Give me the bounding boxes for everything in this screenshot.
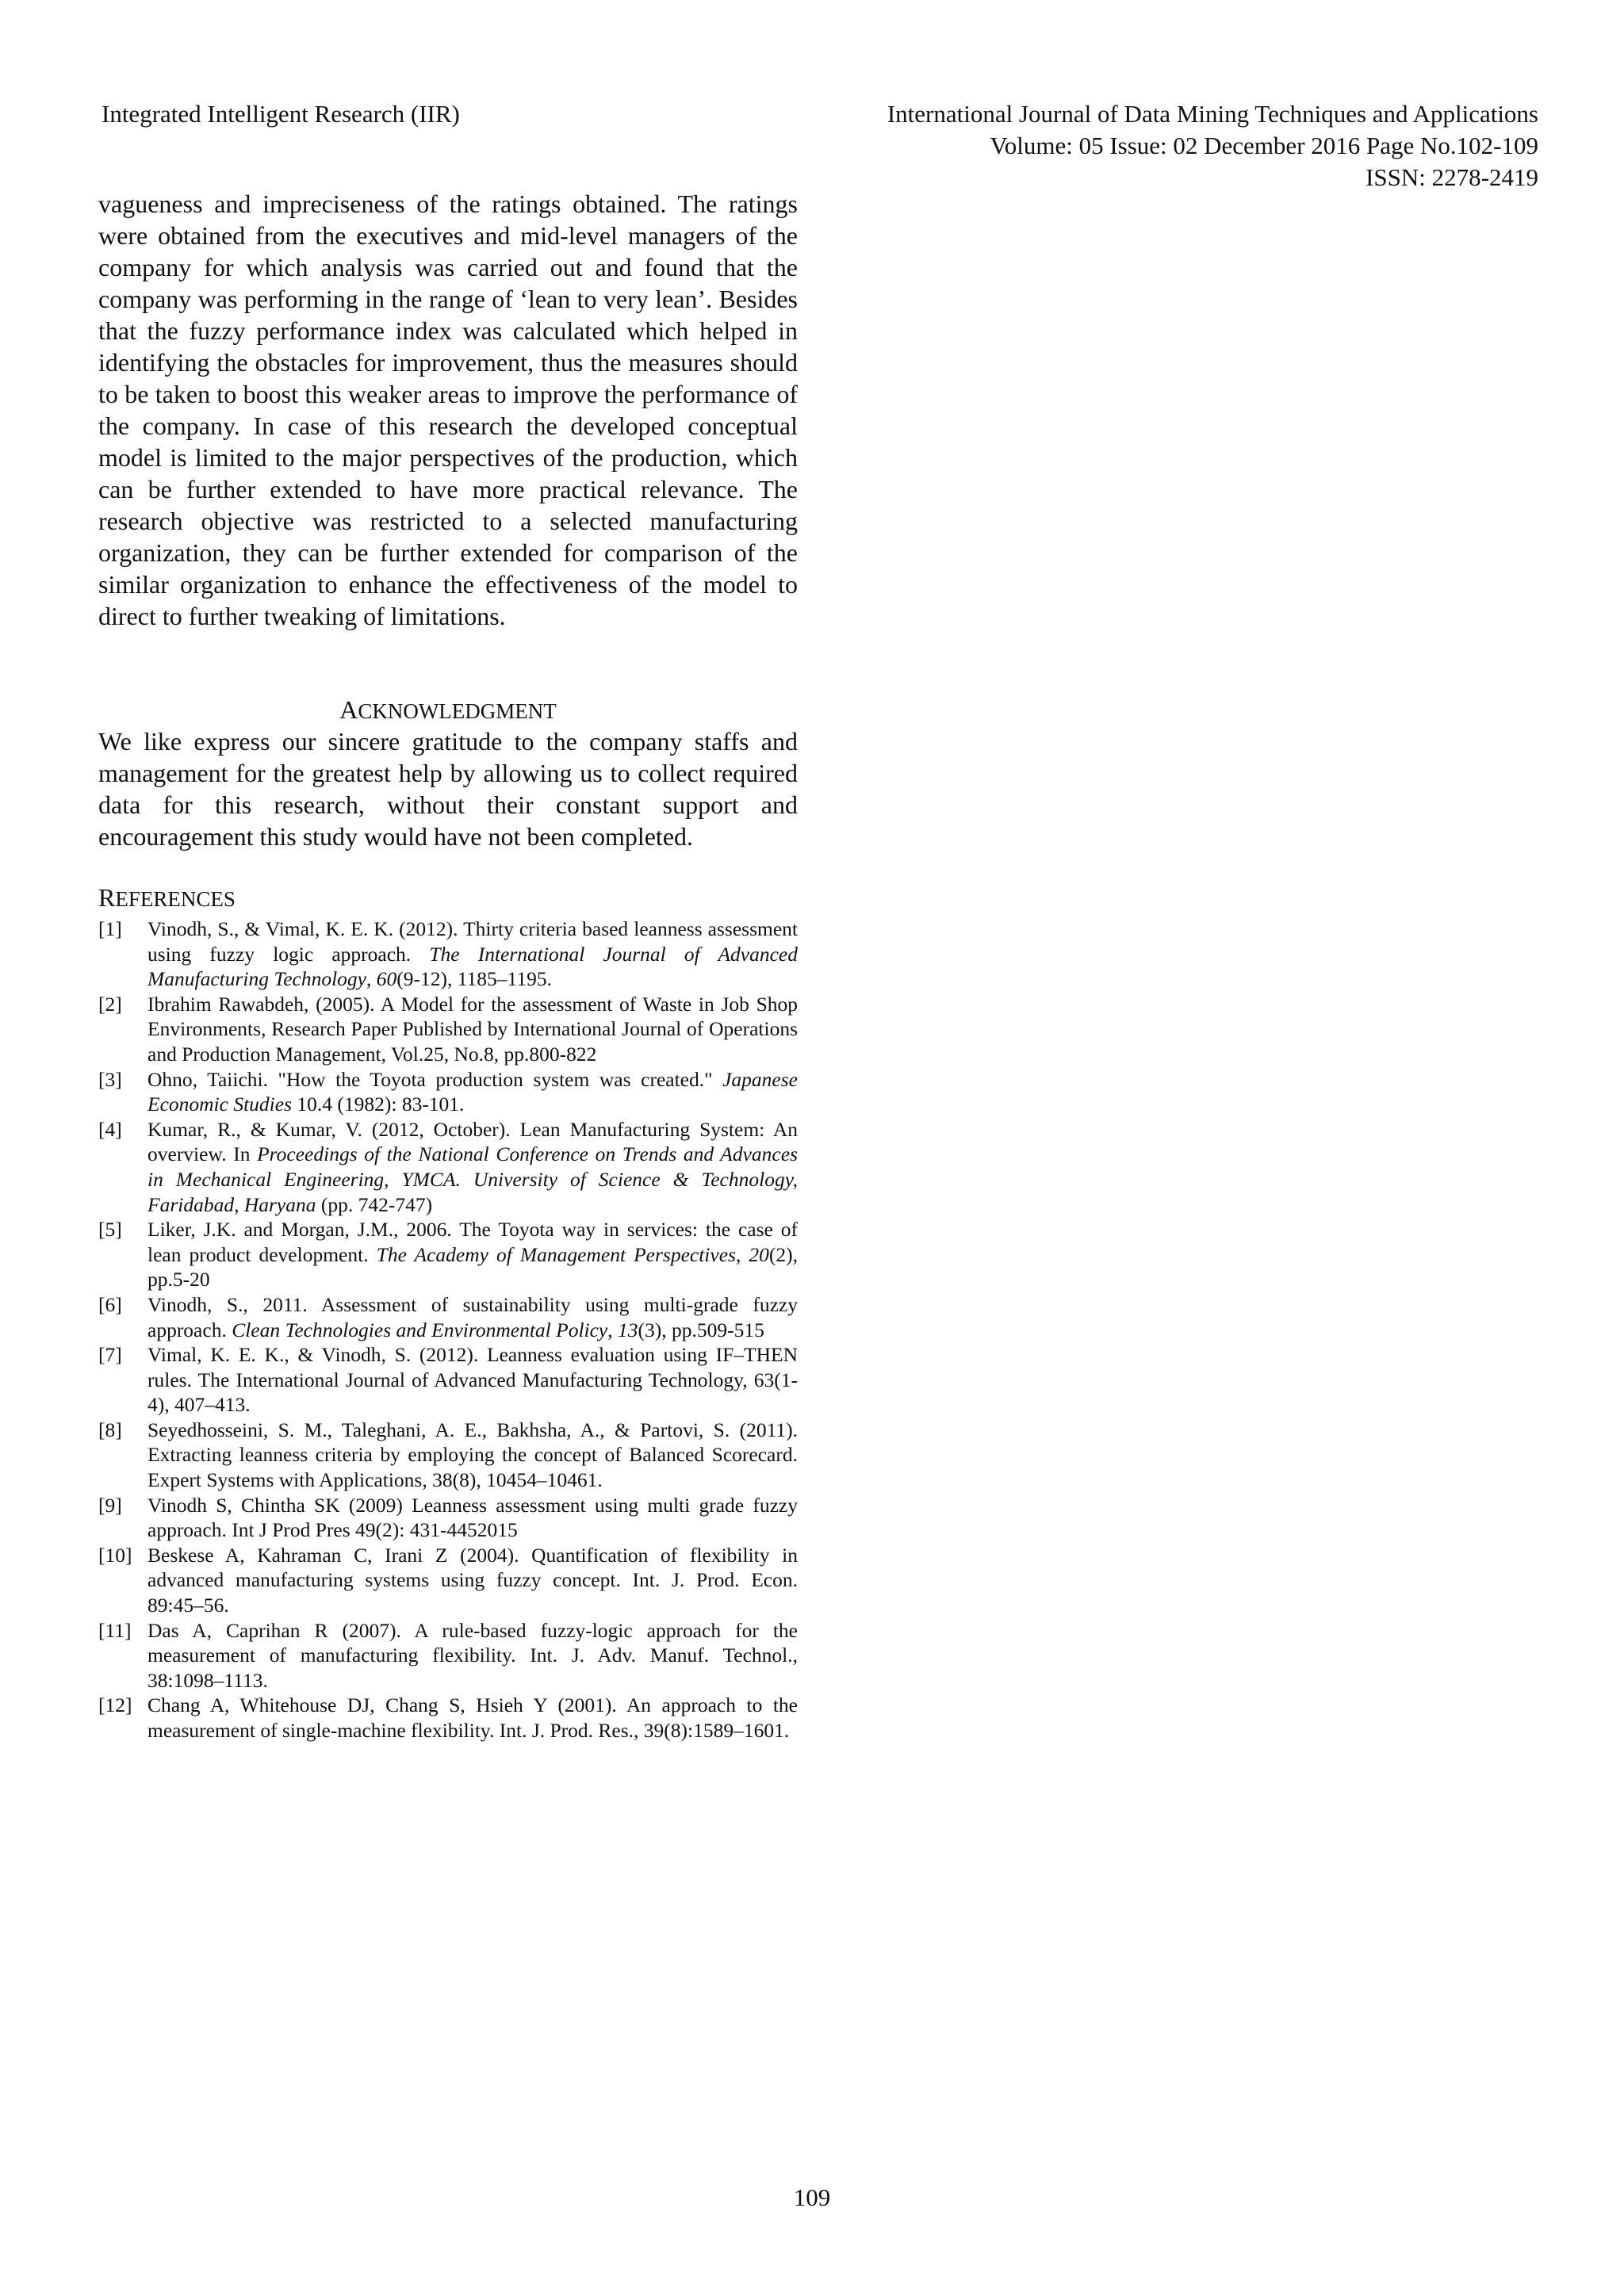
running-header-left: Integrated Intelligent Research (IIR) [102, 100, 460, 128]
reference-italic-text: Clean Technologies and Environmental Policy [232, 1318, 608, 1341]
reference-item [98, 1618, 798, 1693]
reference-text: , [366, 967, 377, 991]
reference-item [98, 992, 798, 1067]
reference-text: 10.4 (1982): 83-101. [292, 1093, 465, 1116]
acknowledgment-heading [98, 694, 798, 727]
reference-italic-text: The International Journal of Advanced Manufacturing Technology [147, 942, 798, 991]
reference-text: Vinodh, S., & Vimal, K. E. K. (2012). Thirty criteria based leanness assessment using fuzzy logic approach. [147, 917, 798, 966]
reference-italic-text: 13 [618, 1318, 638, 1341]
reference-number: [6] [98, 1292, 122, 1316]
reference-item [98, 1418, 798, 1493]
acknowledgment-text: We like express our sincere gratitude to the company staffs and management for the greatest help by allowing us to collect required data for this research, without their constant support and encouragement this study would have not been completed. [98, 727, 798, 851]
reference-number: [5] [98, 1218, 122, 1242]
reference-item [98, 1342, 798, 1418]
reference-number: [4] [98, 1117, 122, 1141]
reference-list [98, 916, 798, 1743]
reference-text: (pp. 742-747) [316, 1192, 433, 1216]
reference-text: (3), pp.509-515 [638, 1318, 764, 1341]
reference-text: , [735, 1242, 749, 1266]
reference-text: Ibrahim Rawabdeh, (2005). A Model for the assessment of Waste in Job Shop Environments, Research Paper Published by International Journal of Operations and Production Management, Vol.25, No.8, pp.800-822 [147, 992, 798, 1066]
reference-number: [2] [98, 992, 122, 1016]
reference-text: Chang A, Whitehouse DJ, Chang S, Hsieh Y (2001). An approach to the measurement of single-machine flexibility. Int. J. Prod. Res., 39(8):1589–1601. [147, 1693, 798, 1742]
reference-number: [12] [98, 1693, 132, 1717]
references-heading [98, 882, 798, 915]
reference-text: Liker, J.K. and Morgan, J.M., 2006. The Toyota way in services: the case of lean product development. [147, 1218, 798, 1266]
reference-number: [3] [98, 1067, 122, 1091]
references-heading-rest: EFERENCES [115, 887, 236, 911]
reference-item [98, 1067, 798, 1117]
reference-item [98, 916, 798, 992]
reference-text: Vimal, K. E. K., & Vinodh, S. (2012). Leanness evaluation using IF–THEN rules. The International Journal of Advanced Manufacturing Technology, 63(1-4), 407–413. [147, 1343, 798, 1417]
page-number: 109 [793, 2183, 831, 2211]
reference-item [98, 1117, 798, 1217]
reference-text: , [607, 1318, 618, 1341]
references-heading-initial: R [98, 883, 116, 912]
reference-number: [1] [98, 917, 122, 940]
reference-number: [9] [98, 1493, 122, 1517]
reference-text: (9-12), 1185–1195. [396, 967, 552, 991]
reference-text: Beskese A, Kahraman C, Irani Z (2004). Quantification of flexibility in advanced manufacturing systems using fuzzy concept. Int. J. Prod. Econ. 89:45–56. [147, 1543, 798, 1617]
reference-number: [7] [98, 1343, 122, 1367]
issn: ISSN: 2278-2419 [1365, 163, 1538, 191]
conclusion-paragraph: vagueness and impreciseness of the ratings obtained. The ratings were obtained from the executives and mid-level managers of the company for which analysis was carried out and found that the company was performing in the range of ‘lean to very lean’. Besides that the fuzzy performance index was calculated which helped in identifying the obstacles for improvement, thus the measures should to be taken to boost this weaker areas to improve the performance of the company. In case of this research the developed conceptual model is limited to the major perspectives of the production, which can be further extended to have more practical relevance. The research objective was restricted to a selected manufacturing organization, they can be further extended for comparison of the similar organization to enhance the effectiveness of the model to direct to further tweaking of limitations. [98, 189, 798, 630]
acknowledgment-heading-rest: CKNOWLEDGMENT [358, 699, 557, 723]
reference-text: Das A, Caprihan R (2007). A rule-based fuzzy-logic approach for the measurement of manufacturing flexibility. Int. J. Adv. Manuf. Technol., 38:1098–1113. [147, 1618, 798, 1692]
reference-italic-text: 20 [749, 1242, 769, 1266]
acknowledgment-heading-initial: A [339, 695, 358, 724]
reference-text: Vinodh S, Chintha SK (2009) Leanness assessment using multi grade fuzzy approach. Int J Prod Pres 49(2): 431-4452015 [147, 1493, 798, 1542]
reference-number: [10] [98, 1543, 132, 1567]
reference-item [98, 1217, 798, 1292]
reference-italic-text: Proceedings of the National Conference on Trends and Advances in Mechanical Engineering, YMCA. University of Science & Technology, Faridabad, Haryana [147, 1142, 798, 1216]
reference-text: (2), pp.5-20 [147, 1242, 798, 1292]
reference-italic-text: Japanese Economic Studies [147, 1067, 798, 1116]
reference-number: [11] [98, 1618, 132, 1642]
reference-italic-text: The Academy of Management Perspectives [376, 1242, 736, 1266]
reference-item [98, 1543, 798, 1618]
volume-issue: Volume: 05 Issue: 02 December 2016 Page No.102-109 [990, 132, 1538, 159]
reference-text: Seyedhosseini, S. M., Taleghani, A. E., Bakhsha, A., & Partovi, S. (2011). Extracting leanness criteria by employing the concept of Balanced Scorecard. Expert Systems with Applications, 38(8), 10454–10461. [147, 1418, 798, 1492]
reference-italic-text: 60 [376, 967, 397, 991]
reference-item [98, 1292, 798, 1342]
reference-item [98, 1493, 798, 1543]
reference-text: Vinodh, S., 2011. Assessment of sustainability using multi-grade fuzzy approach. [147, 1292, 798, 1341]
reference-text: Ohno, Taiichi. "How the Toyota production system was created." [147, 1067, 723, 1091]
journal-name: International Journal of Data Mining Techniques and Applications [887, 100, 1538, 128]
reference-number: [8] [98, 1418, 122, 1441]
reference-item [98, 1693, 798, 1743]
running-header-right [887, 98, 1538, 193]
reference-text: Kumar, R., & Kumar, V. (2012, October). Lean Manufacturing System: An overview. In [147, 1117, 798, 1166]
